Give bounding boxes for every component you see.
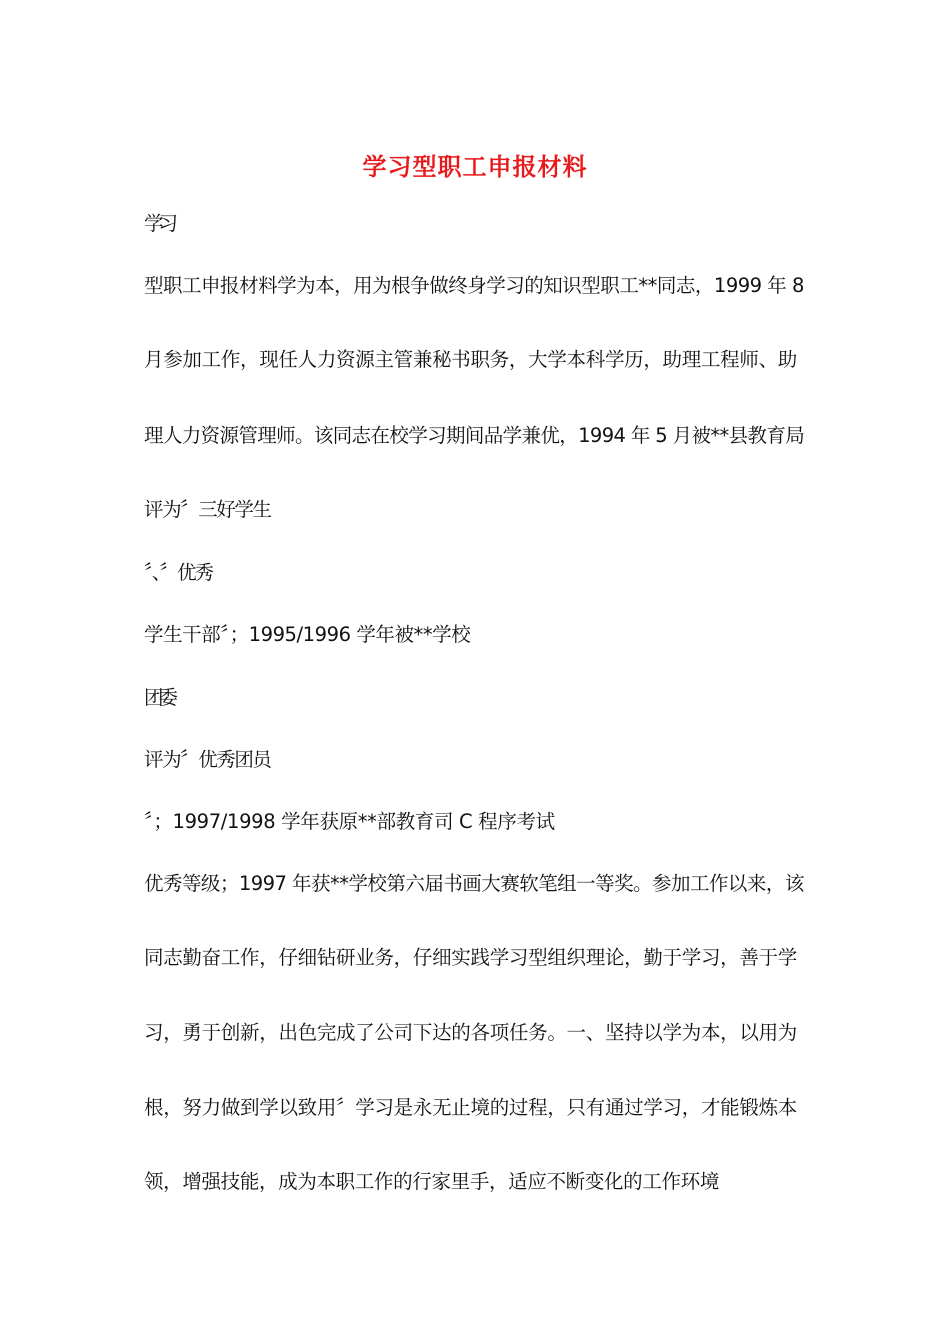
body-line: 评为〞三好学生	[144, 498, 271, 521]
body-line: 〞；1997/1998 学年获原**部教育司 C 程序考试	[144, 810, 555, 833]
body-line: 学习	[144, 212, 174, 235]
body-line: 评为〞优秀团员	[144, 748, 271, 771]
body-line: 习，勇于创新，出色完成了公司下达的各项任务。一、坚持以学为本，以用为	[144, 1021, 798, 1044]
body-line: 领，增强技能，成为本职工作的行家里手，适应不断变化的工作环境	[144, 1170, 720, 1193]
body-line: 〞、〞优秀	[144, 561, 213, 584]
body-line: 同志勤奋工作，仔细钻研业务，仔细实践学习型组织理论，勤于学习，善于学	[144, 946, 798, 969]
document-title: 学习型职工申报材料	[362, 152, 588, 181]
body-line: 团委	[144, 686, 174, 709]
body-line: 学生干部〞；1995/1996 学年被**学校	[144, 623, 471, 646]
body-line: 月参加工作，现任人力资源主管兼秘书职务，大学本科学历，助理工程师、助	[144, 348, 798, 371]
body-line: 理人力资源管理师。该同志在校学习期间品学兼优，1994 年 5 月被**县教育局	[144, 424, 805, 447]
body-line: 优秀等级；1997 年获**学校第六届书画大赛软笔组一等奖。参加工作以来，该	[144, 872, 804, 895]
body-line: 根，努力做到学以致用〞学习是永无止境的过程，只有通过学习，才能锻炼本	[144, 1096, 798, 1119]
body-line: 型职工申报材料学为本，用为根争做终身学习的知识型职工**同志，1999 年 8	[144, 274, 804, 297]
